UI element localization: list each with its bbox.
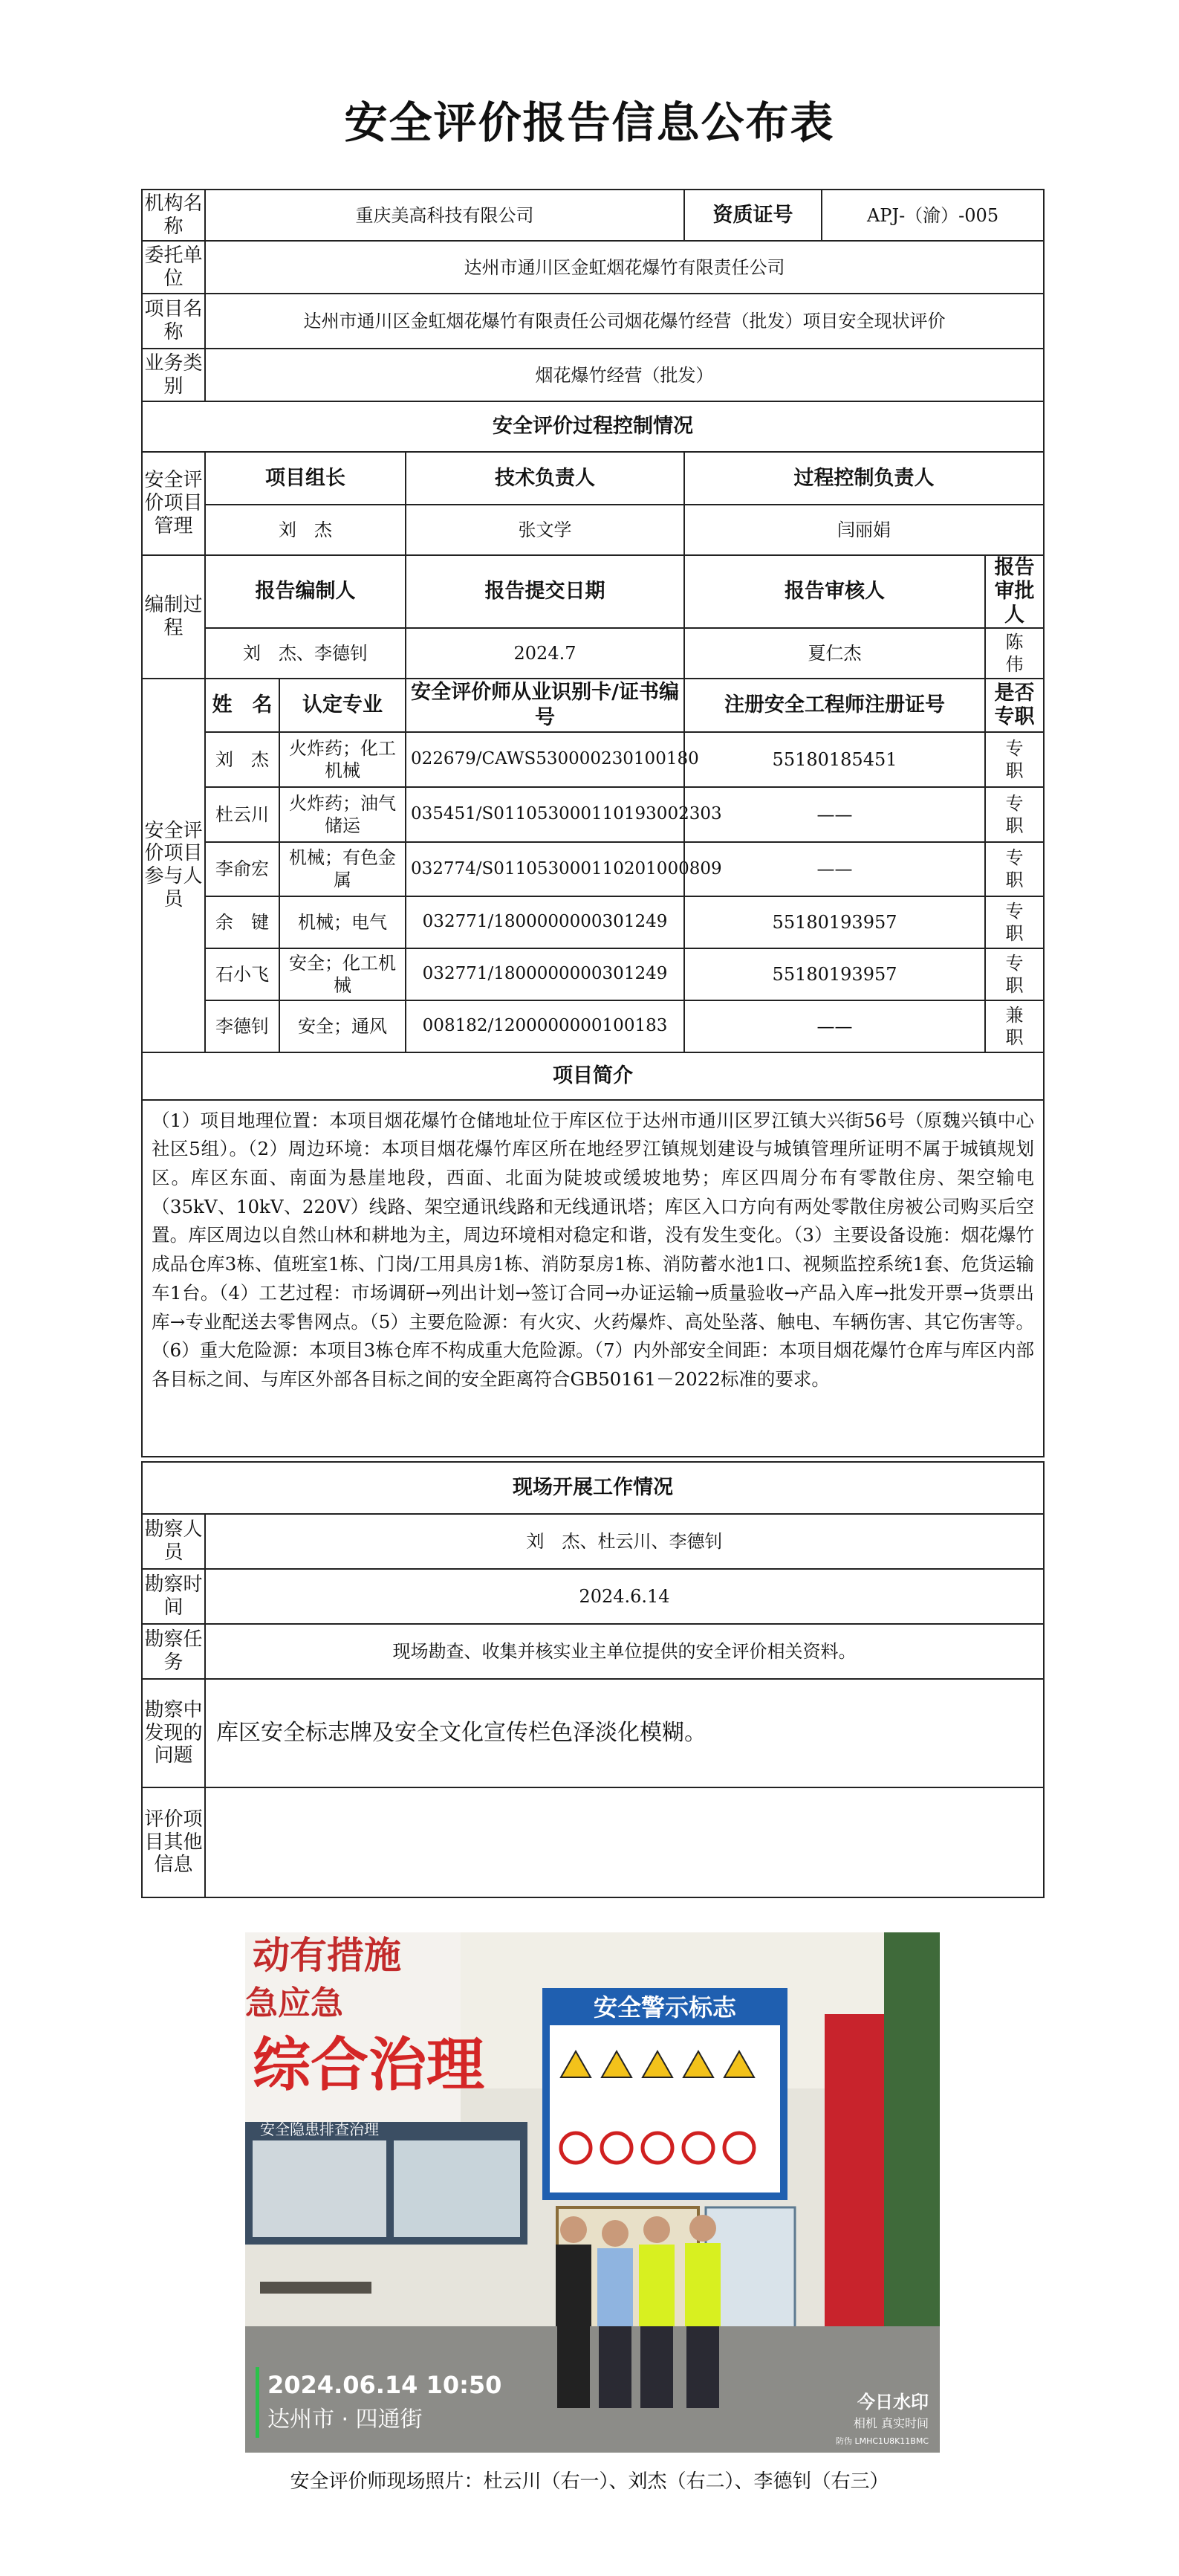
date-header: 报告提交日期	[406, 555, 684, 628]
person-fulltime: 专 职	[985, 732, 1044, 787]
person-name: 李德钊	[205, 1000, 279, 1052]
person-cert: 022679/CAWS530000230100180	[406, 732, 684, 787]
issue-label: 勘察中发现的问题	[142, 1679, 205, 1787]
business-value: 烟花爆竹经营（批发）	[205, 349, 1044, 401]
person-cert: 035451/S011053000110193002303	[406, 787, 684, 842]
org-value: 重庆美高科技有限公司	[205, 190, 684, 241]
task-label: 勘察任务	[142, 1624, 205, 1679]
client-value: 达州市通川区金虹烟花爆竹有限责任公司	[205, 241, 1044, 294]
banner-text-top: 动有措施	[253, 1934, 401, 1977]
photo-location: 达州市 · 四通街	[267, 2407, 423, 2433]
page-title: 安全评价报告信息公布表	[344, 97, 835, 148]
fulltime-header: 是否专职	[985, 679, 1044, 732]
project-value: 达州市通川区金虹烟花爆竹有限责任公司烟花爆竹经营（批发）项目安全现状评价	[205, 294, 1044, 349]
leader-header: 项目组长	[205, 452, 406, 505]
other-value	[205, 1787, 1044, 1897]
watermark-code: 防伪 LMHC1U8K11BMC	[835, 2436, 929, 2446]
person-name: 余 键	[205, 896, 279, 948]
person-engineer: ——	[684, 787, 985, 842]
person-cert: 032771/1800000000301249	[406, 948, 684, 1000]
person-engineer: ——	[684, 1000, 985, 1052]
staff-value: 刘 杰、杜云川、李德钊	[205, 1514, 1044, 1569]
process-section-row	[142, 401, 1044, 452]
person-name: 石小飞	[205, 948, 279, 1000]
process-section-title: 安全评价过程控制情况	[142, 401, 1044, 452]
person-name: 杜云川	[205, 787, 279, 842]
summary-title-row	[142, 1052, 1044, 1100]
watermark-subtitle: 相机 真实时间	[853, 2416, 929, 2430]
cert-label: 资质证号	[684, 190, 822, 241]
summary-title: 项目简介	[142, 1052, 1044, 1100]
task-value: 现场勘查、收集并核实业主单位提供的安全评价相关资料。	[205, 1624, 1044, 1679]
banner-text-mid: 急应急	[245, 1984, 343, 2022]
person-name: 李俞宏	[205, 842, 279, 896]
business-row	[142, 349, 1044, 401]
person-fulltime: 专 职	[985, 842, 1044, 896]
time-row	[142, 1569, 1044, 1624]
issue-value: 库区安全标志牌及安全文化宣传栏色泽淡化模糊。	[205, 1679, 1044, 1787]
date-value: 2024.7	[406, 628, 684, 679]
person-cert: 032774/S011053000110201000809	[406, 842, 684, 896]
site-title-row	[142, 1462, 1044, 1514]
client-row	[142, 241, 1044, 294]
summary-text: （1）项目地理位置：本项目烟花爆竹仓储地址位于库区位于达州市通川区罗江镇大兴街56号（原魏兴镇中心社区5组）。（2）周边环境：本项目烟花爆竹库区所在地经罗江镇规划建设与城镇管理所证明不属于城镇规划区。库区东面、南面为悬崖地段，西面、北面为陡坡或缓坡地势；库区四周分布有零散住房、架空输电（35kV、10kV、220V）线路、架空通讯线路和无线通讯塔；库区入口方向有两处零散住房被公司购买后空置。库区周边以自然山林和耕地为主，周边环境相对稳定和谐，没有发生变化。（3）主要设备设施：烟花爆竹成品仓库3栋、值班室1栋、门岗/工用具房1栋、消防泵房1栋、消防蓄水池1口、视频监控系统1套、危货运输车1台。（4）工艺过程：市场调研→列出计划→签订合同→办证运输→质量验收→产品入库→批发开票→货票出库→专业配送去零售网点。（5）主要危险源：有火灾、火药爆炸、高处坠落、触电、车辆伤害、其它伤害等。（6）重大危险源：本项目3栋仓库不构成重大危险源。（7）内外部安全间距：本项目烟花爆竹仓库与库区内部各目标之间、与库区外部各目标之间的安全距离符合GB50161－2022标准的要求。	[142, 1100, 1044, 1457]
staff-label: 勘察人员	[142, 1514, 205, 1569]
mgmt-value-row	[142, 505, 1044, 555]
summary-row	[142, 1100, 1044, 1457]
person-fulltime: 专 职	[985, 948, 1044, 1000]
person-engineer: 55180193957	[684, 948, 985, 1000]
person-major: 机械；有色金属	[279, 842, 406, 896]
banner-text-big: 综合治理	[253, 2032, 485, 2099]
compiler-value: 刘 杰、李德钊	[205, 628, 406, 679]
personnel-row	[142, 1000, 1044, 1052]
major-header: 认定专业	[279, 679, 406, 732]
person-name: 刘 杰	[205, 732, 279, 787]
business-label: 业务类别	[142, 349, 205, 401]
compile-label: 编制过程	[142, 555, 205, 679]
board-left-title: 安全隐患排查治理	[260, 2120, 379, 2138]
person-major: 机械；电气	[279, 896, 406, 948]
compiler-header: 报告编制人	[205, 555, 406, 628]
site-photo-scene	[245, 1932, 940, 2453]
org-label: 机构名称	[142, 190, 205, 241]
staff-row	[142, 1514, 1044, 1569]
person-cert: 008182/1200000000100183	[406, 1000, 684, 1052]
person-major: 火炸药；油气储运	[279, 787, 406, 842]
reviewer-header: 报告审核人	[684, 555, 985, 628]
engineer-header: 注册安全工程师注册证号	[684, 679, 985, 732]
cert-header: 安全评价师从业识别卡/证书编号	[406, 679, 684, 732]
person-engineer: ——	[684, 842, 985, 896]
person-fulltime: 专 职	[985, 787, 1044, 842]
mgmt-header-row	[142, 452, 1044, 505]
time-label: 勘察时间	[142, 1569, 205, 1624]
name-header: 姓 名	[205, 679, 279, 732]
photo-caption: 安全评价师现场照片：杜云川（右一）、刘杰（右二）、李德钊（右三）	[290, 2470, 889, 2493]
org-row	[142, 190, 1044, 241]
personnel-row	[142, 787, 1044, 842]
person-engineer: 55180193957	[684, 896, 985, 948]
warning-signs-icon	[550, 2025, 780, 2192]
other-row	[142, 1787, 1044, 1897]
reviewer-value: 夏仁杰	[684, 628, 985, 679]
person-major: 安全；化工机械	[279, 948, 406, 1000]
photo-datetime: 2024.06.14 10:50	[267, 2371, 502, 2399]
person-engineer: 55180185451	[684, 732, 985, 787]
personnel-row	[142, 842, 1044, 896]
person-major: 火炸药；化工机械	[279, 732, 406, 787]
site-table	[141, 1461, 1045, 1898]
task-row	[142, 1624, 1044, 1679]
tech-header: 技术负责人	[406, 452, 684, 505]
approver-header: 报告审批人	[985, 555, 1044, 628]
person-cert: 032771/1800000000301249	[406, 896, 684, 948]
tech-value: 张文学	[406, 505, 684, 555]
watermark-logo-text: 今日水印	[857, 2392, 929, 2412]
personnel-row	[142, 732, 1044, 787]
leader-value: 刘 杰	[205, 505, 406, 555]
person-fulltime: 专 职	[985, 896, 1044, 948]
personnel-row	[142, 896, 1044, 948]
cert-value: APJ-（渝）-005	[822, 190, 1044, 241]
site-title: 现场开展工作情况	[142, 1462, 1044, 1514]
person-major: 安全；通风	[279, 1000, 406, 1052]
personnel-row	[142, 948, 1044, 1000]
time-value: 2024.6.14	[205, 1569, 1044, 1624]
personnel-header-row	[142, 679, 1044, 732]
client-label: 委托单位	[142, 241, 205, 294]
site-photo	[245, 1932, 940, 2453]
project-row	[142, 294, 1044, 349]
control-header: 过程控制负责人	[684, 452, 1044, 505]
compile-header-row	[142, 555, 1044, 628]
control-value: 闫丽娟	[684, 505, 1044, 555]
mgmt-label: 安全评价项目管理	[142, 452, 205, 555]
issue-row	[142, 1679, 1044, 1787]
other-label: 评价项目其他信息	[142, 1787, 205, 1897]
compile-value-row	[142, 628, 1044, 679]
info-table	[141, 189, 1045, 1457]
approver-value: 陈 伟	[985, 628, 1044, 679]
person-fulltime: 兼 职	[985, 1000, 1044, 1052]
sign-title: 安全警示标志	[593, 1993, 737, 2022]
personnel-label: 安全评价项目参与人员	[142, 679, 205, 1052]
project-label: 项目名称	[142, 294, 205, 349]
